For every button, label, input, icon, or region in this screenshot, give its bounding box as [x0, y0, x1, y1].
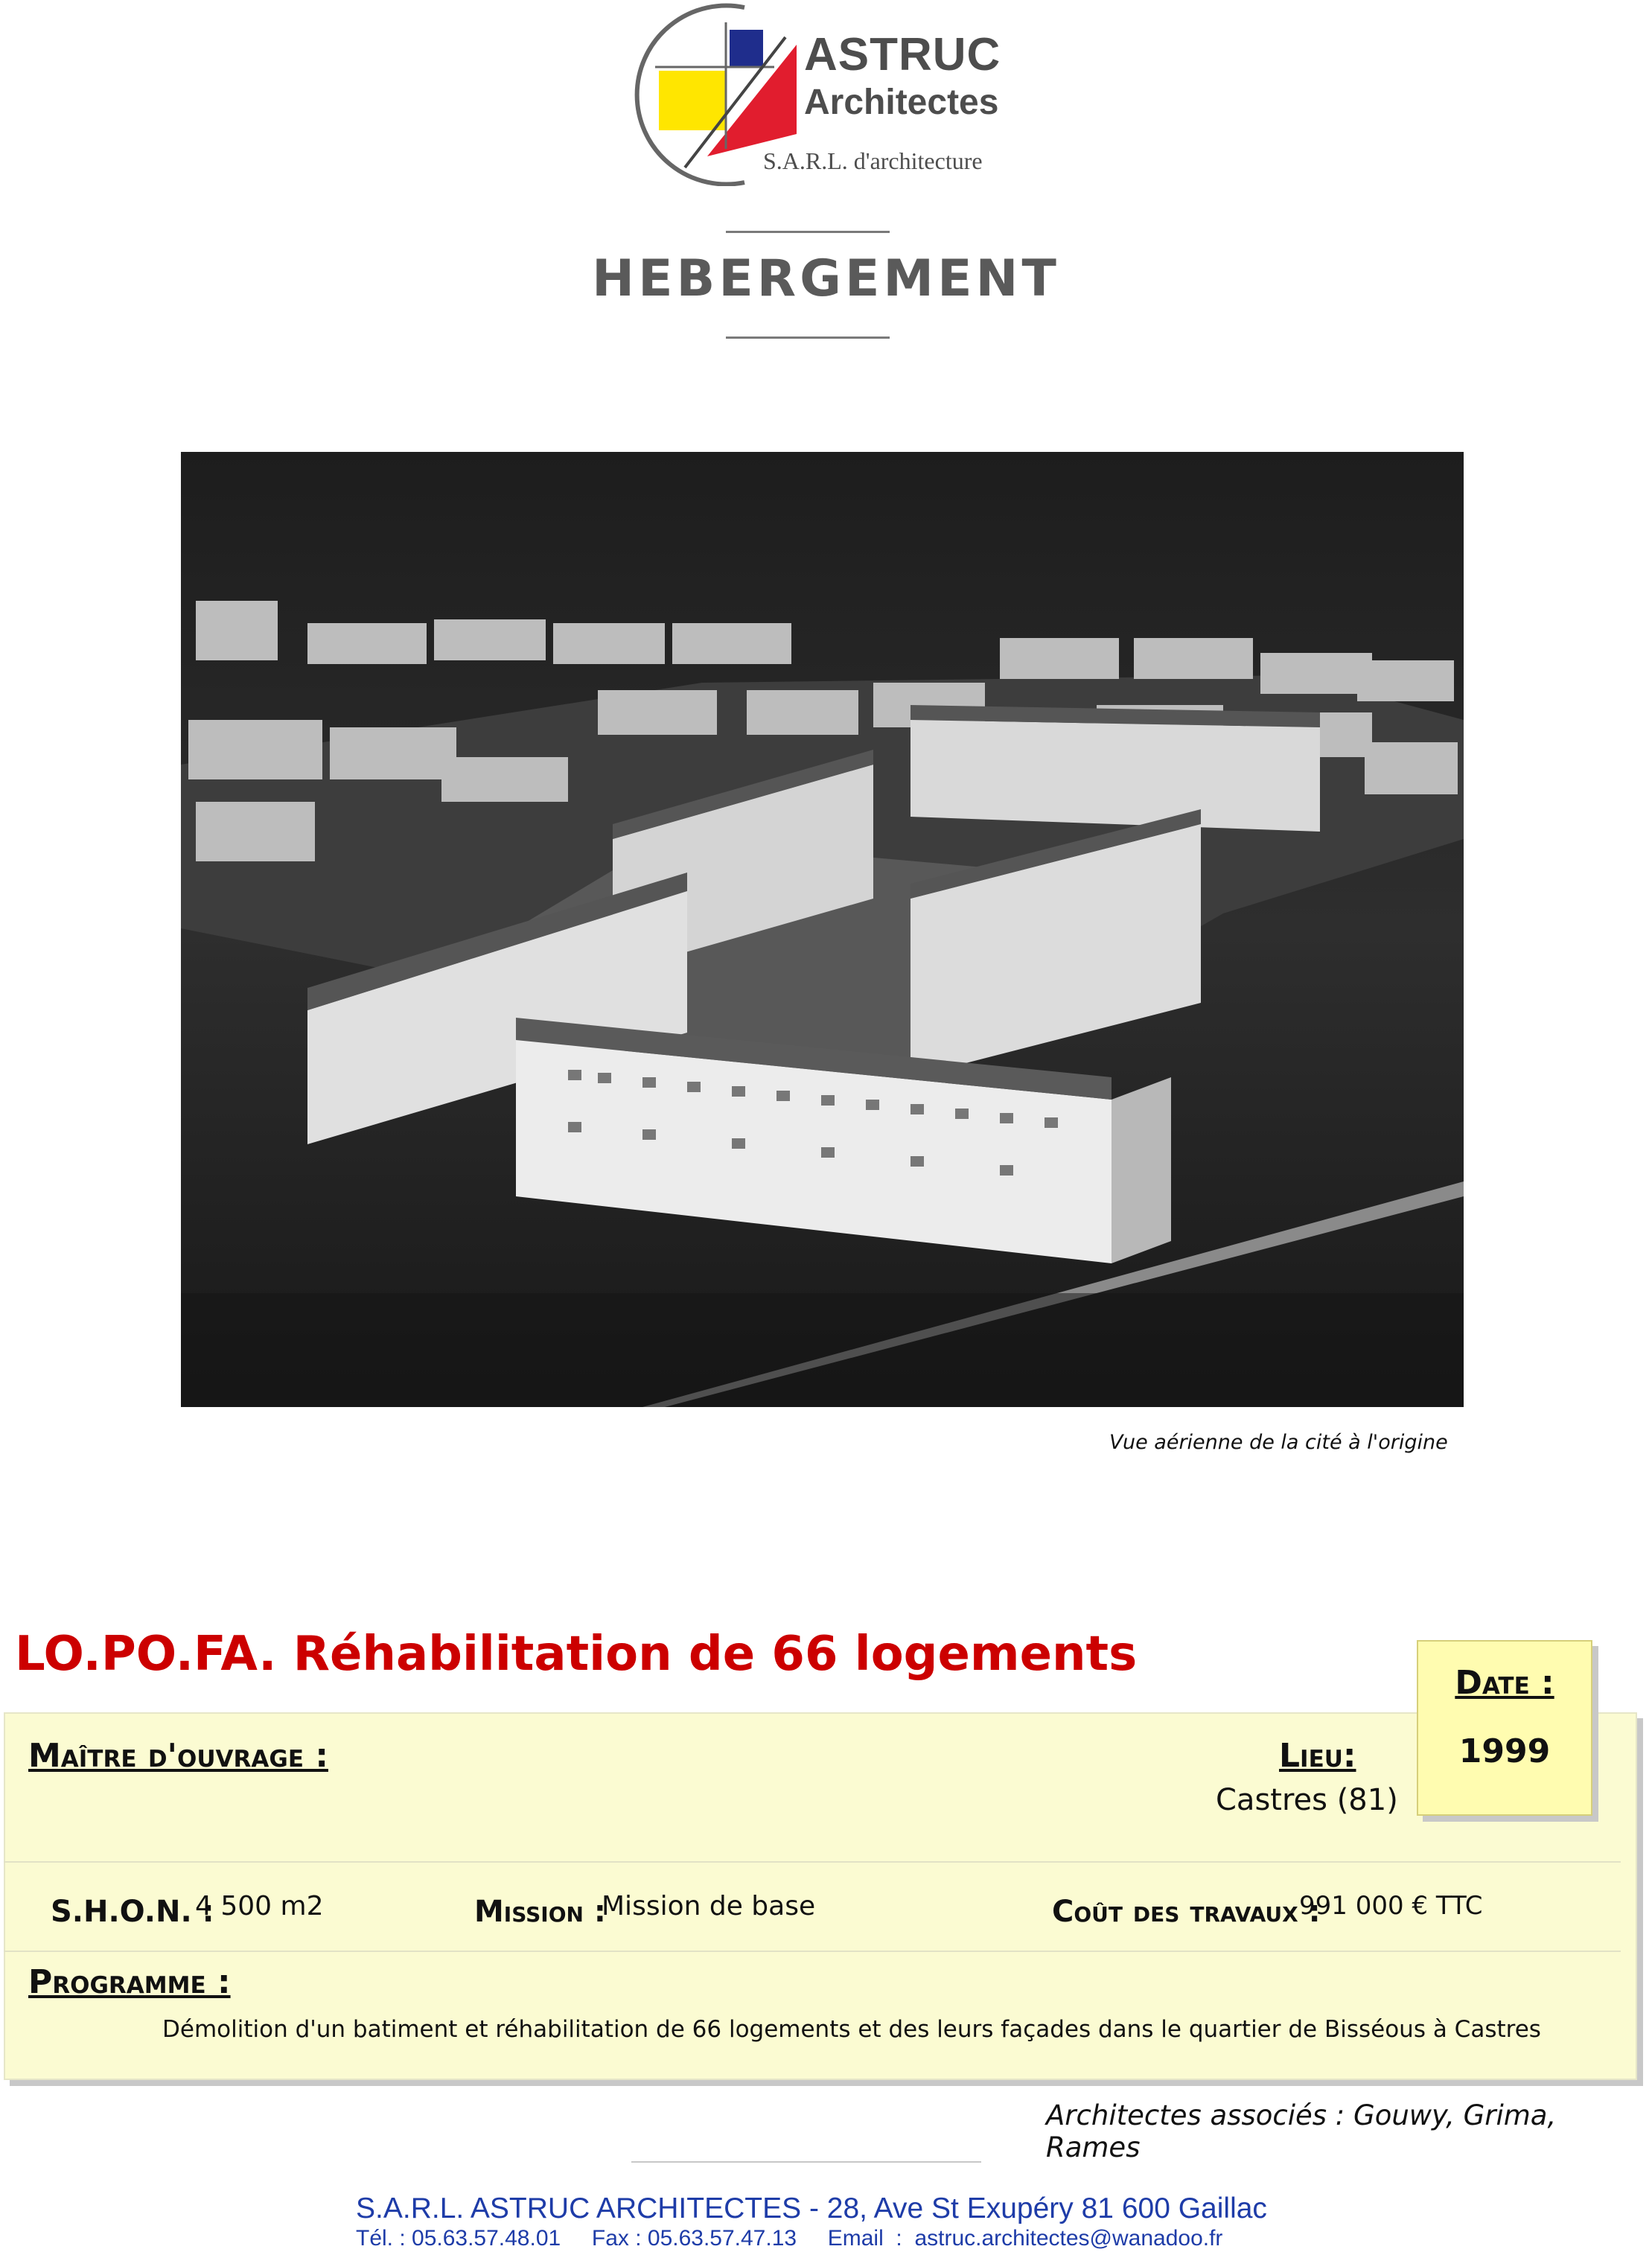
associated-architects: Architectes associés : Gouwy, Grima, Rames	[1046, 2099, 1557, 2163]
panel-divider	[4, 1861, 1621, 1863]
photo-caption: Vue aérienne de la cité à l'origine	[1109, 1431, 1448, 1454]
footer-contact: Tél. : 05.63.57.48.01 Fax : 05.63.57.47.13 Email : astruc.architectes@wanadoo.fr	[356, 2226, 1223, 2251]
logo-subtitle: Architectes	[804, 83, 999, 122]
date-value: 1999	[1458, 1732, 1551, 1770]
project-title: LO.PO.FA. Réhabilitation de 66 logements	[15, 1627, 1138, 1682]
footer-address: S.A.R.L. ASTRUC ARCHITECTES - 28, Ave St Exupéry 81 600 Gaillac	[356, 2192, 1267, 2224]
logo-name: ASTRUC	[804, 29, 1001, 80]
aerial-photo	[181, 452, 1464, 1407]
footer-divider	[631, 2161, 981, 2163]
mission-label: Mission :	[474, 1895, 606, 1929]
cout-travaux-value: 991 000 € TTC	[1299, 1891, 1483, 1921]
lieu-value: Castres (81)	[1216, 1783, 1398, 1817]
heading-rule-bottom	[726, 337, 890, 339]
heading-rule-top	[726, 231, 890, 233]
programme-label: Programme :	[28, 1963, 231, 2001]
lieu-label: Lieu:	[1279, 1737, 1356, 1775]
cout-travaux-label: Coût des travaux :	[1052, 1895, 1321, 1929]
programme-description: Démolition d'un batiment et réhabilitation de 66 logements et des leurs façades dans le quartier de Bisséous à Castres	[162, 2016, 1541, 2043]
shon-value: 4 500 m2	[195, 1891, 324, 1921]
logo-tagline: S.A.R.L. d'architecture	[763, 147, 983, 174]
date-label: Date :	[1455, 1664, 1554, 1702]
mission-value: Mission de base	[602, 1891, 816, 1921]
panel-divider	[4, 1951, 1621, 1952]
aerial-photo-illustration	[181, 452, 1464, 1407]
maitre-ouvrage-label: Maître d'ouvrage :	[28, 1737, 328, 1775]
shon-label: S.H.O.N. :	[51, 1895, 214, 1929]
category-heading: HEBERGEMENT	[592, 249, 1060, 308]
date-box	[1417, 1640, 1592, 1816]
